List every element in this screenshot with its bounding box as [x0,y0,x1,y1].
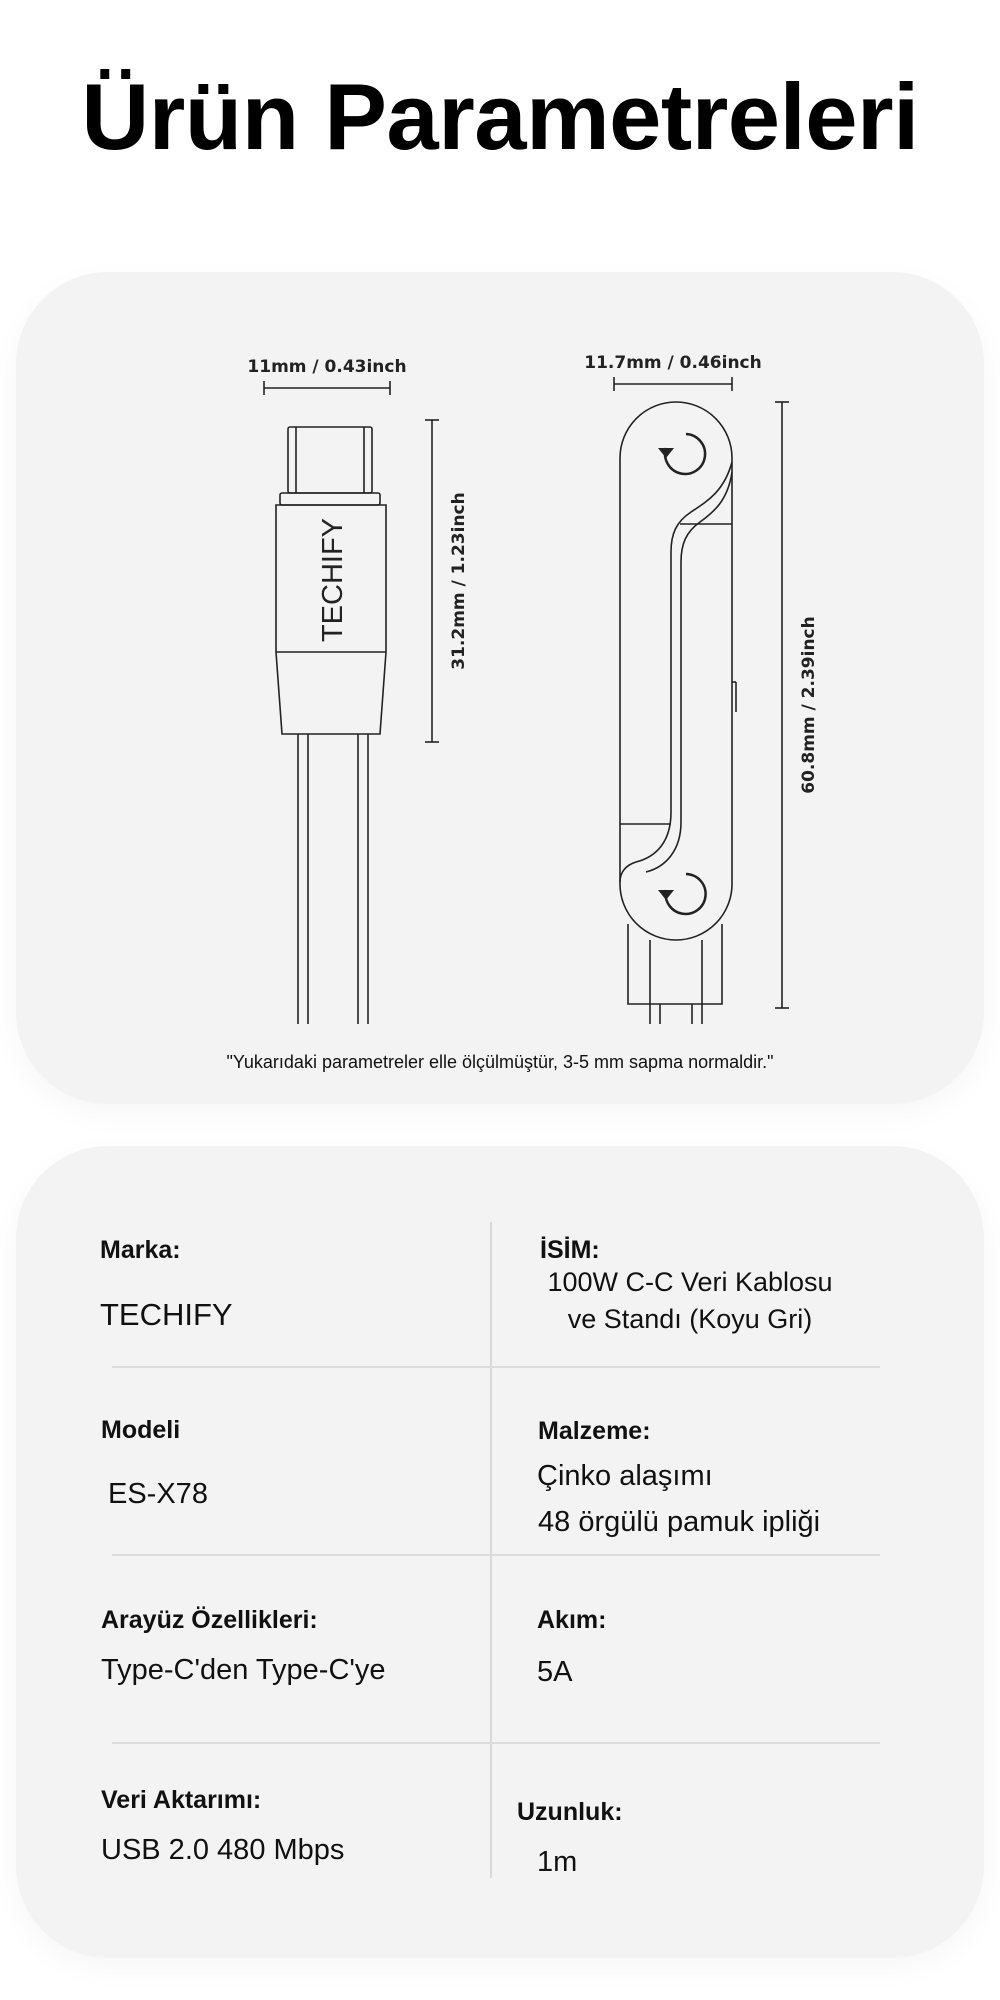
row-divider [112,1554,880,1556]
current-label: Akım: [537,1606,607,1634]
stand-drawing [620,402,736,1024]
specs-card [16,1146,984,1958]
interface-value: Type-C'den Type-C'ye [101,1654,386,1686]
material-value-line1: Çinko alaşımı [537,1460,713,1492]
length-value: 1m [537,1846,578,1878]
connector-width-measure-line [264,381,390,395]
page-title: Ürün Parametreleri [81,64,919,169]
model-label: Modeli [101,1416,181,1444]
rotate-icon-bottom [658,874,706,914]
material-label: Malzeme: [538,1417,651,1445]
stand-height-label: 60.8mm / 2.39inch [799,616,819,794]
interface-label: Arayüz Özellikleri: [101,1606,318,1634]
name-label: İSİM: [540,1236,600,1264]
connector-drawing [276,427,386,1024]
model-value: ES-X78 [108,1478,208,1510]
brand-value: TECHIFY [100,1297,233,1332]
stand-height-measure-line [775,402,789,1008]
connector-brand-label: TECHIFY [317,517,349,643]
dimension-diagram [16,272,984,1104]
connector-height-measure-line [425,420,439,742]
connector-height-label: 31.2mm / 1.23inch [449,492,469,670]
name-value-line1: 100W C-C Veri Kablosu [547,1267,833,1297]
dimensions-card [16,272,984,1104]
material-value-line2: 48 örgülü pamuk ipliği [538,1506,821,1538]
measurement-note: "Yukarıdaki parametreler elle ölçülmüştür, 3-5 mm sapma normaldir." [226,1052,774,1072]
row-divider [112,1366,880,1368]
connector-width-label: 11mm / 0.43inch [247,357,407,377]
length-label: Uzunluk: [517,1798,623,1826]
stand-width-measure-line [614,377,732,391]
data-transfer-label: Veri Aktarımı: [101,1786,262,1814]
row-divider [112,1742,880,1744]
stand-width-label: 11.7mm / 0.46inch [584,353,762,373]
current-value: 5A [537,1656,573,1688]
rotate-icon-top [658,434,705,474]
name-value-line2: ve Standı (Koyu Gri) [567,1304,813,1334]
brand-label: Marka: [100,1236,181,1264]
data-transfer-value: USB 2.0 480 Mbps [101,1834,345,1866]
